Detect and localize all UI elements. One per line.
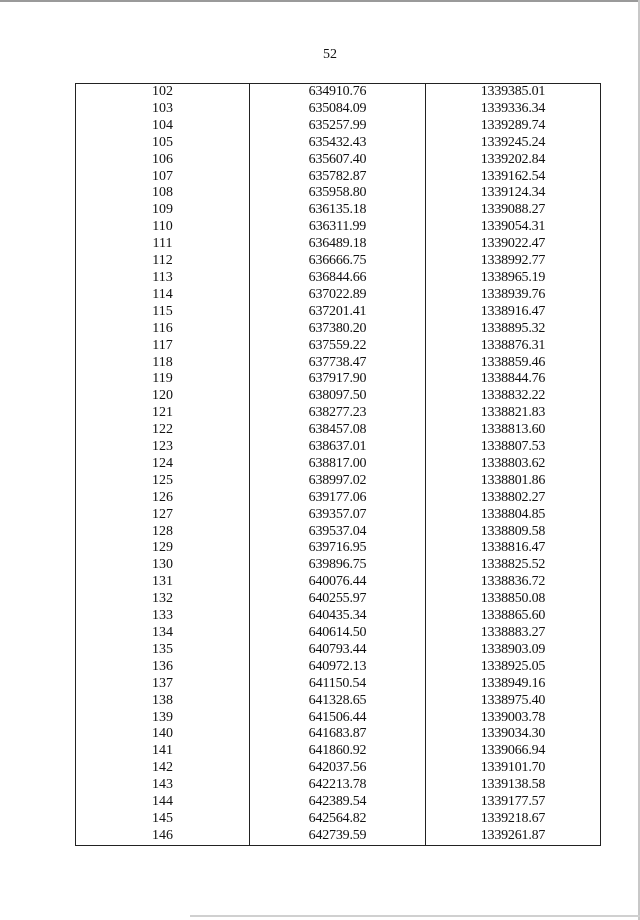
table-row xyxy=(76,473,601,490)
point-number-cell: 138 xyxy=(76,693,250,710)
point-number-cell: 121 xyxy=(76,405,250,422)
point-number-cell: 115 xyxy=(76,304,250,321)
table-row xyxy=(76,287,601,304)
scan-edge-bottom xyxy=(190,915,640,917)
point-number-cell: 110 xyxy=(76,219,250,236)
y-coordinate-cell: 1339218.67 xyxy=(426,811,601,828)
x-coordinate-cell: 637917.90 xyxy=(250,371,426,388)
point-number-cell: 143 xyxy=(76,777,250,794)
y-coordinate-cell: 1338903.09 xyxy=(426,642,601,659)
table-row xyxy=(76,118,601,135)
point-number-cell: 105 xyxy=(76,135,250,152)
table-row xyxy=(76,591,601,608)
point-number-cell: 124 xyxy=(76,456,250,473)
x-coordinate-cell: 635607.40 xyxy=(250,152,426,169)
point-number-cell: 146 xyxy=(76,828,250,845)
y-coordinate-cell: 1338825.52 xyxy=(426,557,601,574)
point-number-cell: 113 xyxy=(76,270,250,287)
x-coordinate-cell: 639537.04 xyxy=(250,524,426,541)
point-number-cell: 140 xyxy=(76,726,250,743)
x-coordinate-cell: 635084.09 xyxy=(250,101,426,118)
table-row xyxy=(76,84,601,101)
x-coordinate-cell: 635257.99 xyxy=(250,118,426,135)
table-row xyxy=(76,726,601,743)
table-row xyxy=(76,236,601,253)
y-coordinate-cell: 1339022.47 xyxy=(426,236,601,253)
point-number-cell: 104 xyxy=(76,118,250,135)
table-row xyxy=(76,693,601,710)
y-coordinate-cell: 1338804.85 xyxy=(426,507,601,524)
table-row xyxy=(76,608,601,625)
x-coordinate-cell: 638277.23 xyxy=(250,405,426,422)
y-coordinate-cell: 1338883.27 xyxy=(426,625,601,642)
table-row xyxy=(76,101,601,118)
x-coordinate-cell: 642389.54 xyxy=(250,794,426,811)
y-coordinate-cell: 1339101.70 xyxy=(426,760,601,777)
x-coordinate-cell: 638637.01 xyxy=(250,439,426,456)
point-number-cell: 125 xyxy=(76,473,250,490)
x-coordinate-cell: 639896.75 xyxy=(250,557,426,574)
point-number-cell: 103 xyxy=(76,101,250,118)
x-coordinate-cell: 638097.50 xyxy=(250,388,426,405)
point-number-cell: 120 xyxy=(76,388,250,405)
x-coordinate-cell: 637022.89 xyxy=(250,287,426,304)
page-number: 52 xyxy=(323,47,337,62)
table-row xyxy=(76,185,601,202)
y-coordinate-cell: 1338813.60 xyxy=(426,422,601,439)
table-row xyxy=(76,169,601,186)
table-row xyxy=(76,507,601,524)
y-coordinate-cell: 1339124.34 xyxy=(426,185,601,202)
x-coordinate-cell: 636489.18 xyxy=(250,236,426,253)
point-number-cell: 102 xyxy=(76,84,250,101)
x-coordinate-cell: 634910.76 xyxy=(250,84,426,101)
point-number-cell: 131 xyxy=(76,574,250,591)
y-coordinate-cell: 1338895.32 xyxy=(426,321,601,338)
y-coordinate-cell: 1339261.87 xyxy=(426,828,601,845)
y-coordinate-cell: 1339385.01 xyxy=(426,84,601,101)
point-number-cell: 126 xyxy=(76,490,250,507)
y-coordinate-cell: 1338925.05 xyxy=(426,659,601,676)
y-coordinate-cell: 1339003.78 xyxy=(426,710,601,727)
table-row xyxy=(76,405,601,422)
y-coordinate-cell: 1339088.27 xyxy=(426,202,601,219)
x-coordinate-cell: 639177.06 xyxy=(250,490,426,507)
y-coordinate-cell: 1338807.53 xyxy=(426,439,601,456)
y-coordinate-cell: 1339177.57 xyxy=(426,794,601,811)
y-coordinate-cell: 1338865.60 xyxy=(426,608,601,625)
x-coordinate-cell: 641150.54 xyxy=(250,676,426,693)
point-number-cell: 118 xyxy=(76,355,250,372)
y-coordinate-cell: 1338859.46 xyxy=(426,355,601,372)
y-coordinate-cell: 1339054.31 xyxy=(426,219,601,236)
y-coordinate-cell: 1338876.31 xyxy=(426,338,601,355)
y-coordinate-cell: 1339066.94 xyxy=(426,743,601,760)
x-coordinate-cell: 642037.56 xyxy=(250,760,426,777)
x-coordinate-cell: 639357.07 xyxy=(250,507,426,524)
table-row xyxy=(76,676,601,693)
table-row xyxy=(76,710,601,727)
point-number-cell: 108 xyxy=(76,185,250,202)
table-row xyxy=(76,794,601,811)
scan-edge-top xyxy=(0,0,640,2)
table-row xyxy=(76,777,601,794)
y-coordinate-cell: 1339289.74 xyxy=(426,118,601,135)
x-coordinate-cell: 636135.18 xyxy=(250,202,426,219)
x-coordinate-cell: 640972.13 xyxy=(250,659,426,676)
y-coordinate-cell: 1338821.83 xyxy=(426,405,601,422)
x-coordinate-cell: 637201.41 xyxy=(250,304,426,321)
point-number-cell: 123 xyxy=(76,439,250,456)
y-coordinate-cell: 1338916.47 xyxy=(426,304,601,321)
table-row xyxy=(76,253,601,270)
x-coordinate-cell: 637559.22 xyxy=(250,338,426,355)
y-coordinate-cell: 1339202.84 xyxy=(426,152,601,169)
y-coordinate-cell: 1338836.72 xyxy=(426,574,601,591)
y-coordinate-cell: 1338802.27 xyxy=(426,490,601,507)
point-number-cell: 117 xyxy=(76,338,250,355)
y-coordinate-cell: 1339138.58 xyxy=(426,777,601,794)
x-coordinate-cell: 640076.44 xyxy=(250,574,426,591)
point-number-cell: 107 xyxy=(76,169,250,186)
point-number-cell: 128 xyxy=(76,524,250,541)
table-row xyxy=(76,202,601,219)
table-row xyxy=(76,304,601,321)
x-coordinate-cell: 638457.08 xyxy=(250,422,426,439)
table-row xyxy=(76,270,601,287)
x-coordinate-cell: 638817.00 xyxy=(250,456,426,473)
y-coordinate-cell: 1338975.40 xyxy=(426,693,601,710)
point-number-cell: 130 xyxy=(76,557,250,574)
table-row xyxy=(76,439,601,456)
x-coordinate-cell: 642213.78 xyxy=(250,777,426,794)
point-number-cell: 136 xyxy=(76,659,250,676)
x-coordinate-cell: 640255.97 xyxy=(250,591,426,608)
y-coordinate-cell: 1338850.08 xyxy=(426,591,601,608)
table-row xyxy=(76,524,601,541)
table-row xyxy=(76,659,601,676)
point-number-cell: 114 xyxy=(76,287,250,304)
point-number-cell: 129 xyxy=(76,540,250,557)
table-row xyxy=(76,574,601,591)
table-row xyxy=(76,321,601,338)
point-number-cell: 137 xyxy=(76,676,250,693)
table-row xyxy=(76,456,601,473)
y-coordinate-cell: 1338801.86 xyxy=(426,473,601,490)
table-row xyxy=(76,422,601,439)
table-row xyxy=(76,625,601,642)
point-number-cell: 111 xyxy=(76,236,250,253)
x-coordinate-cell: 641683.87 xyxy=(250,726,426,743)
x-coordinate-cell: 642564.82 xyxy=(250,811,426,828)
table-row xyxy=(76,355,601,372)
table-row xyxy=(76,219,601,236)
point-number-cell: 139 xyxy=(76,710,250,727)
x-coordinate-cell: 636666.75 xyxy=(250,253,426,270)
point-number-cell: 134 xyxy=(76,625,250,642)
table-row xyxy=(76,371,601,388)
y-coordinate-cell: 1338949.16 xyxy=(426,676,601,693)
point-number-cell: 145 xyxy=(76,811,250,828)
point-number-cell: 116 xyxy=(76,321,250,338)
table-row xyxy=(76,743,601,760)
y-coordinate-cell: 1338803.62 xyxy=(426,456,601,473)
table-row xyxy=(76,490,601,507)
coordinates-table-body xyxy=(76,84,601,846)
x-coordinate-cell: 638997.02 xyxy=(250,473,426,490)
y-coordinate-cell: 1338844.76 xyxy=(426,371,601,388)
x-coordinate-cell: 636311.99 xyxy=(250,219,426,236)
y-coordinate-cell: 1338965.19 xyxy=(426,270,601,287)
table-row xyxy=(76,338,601,355)
x-coordinate-cell: 636844.66 xyxy=(250,270,426,287)
table-row xyxy=(76,642,601,659)
x-coordinate-cell: 637380.20 xyxy=(250,321,426,338)
x-coordinate-cell: 635432.43 xyxy=(250,135,426,152)
table-row xyxy=(76,557,601,574)
table-row xyxy=(76,388,601,405)
table-row xyxy=(76,135,601,152)
x-coordinate-cell: 642739.59 xyxy=(250,828,426,845)
point-number-cell: 133 xyxy=(76,608,250,625)
x-coordinate-cell: 635782.87 xyxy=(250,169,426,186)
point-number-cell: 127 xyxy=(76,507,250,524)
table-row xyxy=(76,811,601,828)
x-coordinate-cell: 637738.47 xyxy=(250,355,426,372)
point-number-cell: 112 xyxy=(76,253,250,270)
x-coordinate-cell: 641860.92 xyxy=(250,743,426,760)
x-coordinate-cell: 640793.44 xyxy=(250,642,426,659)
point-number-cell: 106 xyxy=(76,152,250,169)
x-coordinate-cell: 641328.65 xyxy=(250,693,426,710)
point-number-cell: 109 xyxy=(76,202,250,219)
point-number-cell: 122 xyxy=(76,422,250,439)
table-row xyxy=(76,540,601,557)
point-number-cell: 141 xyxy=(76,743,250,760)
coordinates-table xyxy=(75,83,601,846)
point-number-cell: 135 xyxy=(76,642,250,659)
point-number-cell: 144 xyxy=(76,794,250,811)
y-coordinate-cell: 1339162.54 xyxy=(426,169,601,186)
x-coordinate-cell: 635958.80 xyxy=(250,185,426,202)
y-coordinate-cell: 1339336.34 xyxy=(426,101,601,118)
x-coordinate-cell: 640435.34 xyxy=(250,608,426,625)
point-number-cell: 119 xyxy=(76,371,250,388)
y-coordinate-cell: 1339245.24 xyxy=(426,135,601,152)
y-coordinate-cell: 1338809.58 xyxy=(426,524,601,541)
point-number-cell: 132 xyxy=(76,591,250,608)
table-row xyxy=(76,152,601,169)
x-coordinate-cell: 640614.50 xyxy=(250,625,426,642)
table-row xyxy=(76,760,601,777)
y-coordinate-cell: 1338939.76 xyxy=(426,287,601,304)
y-coordinate-cell: 1338832.22 xyxy=(426,388,601,405)
point-number-cell: 142 xyxy=(76,760,250,777)
y-coordinate-cell: 1338816.47 xyxy=(426,540,601,557)
x-coordinate-cell: 641506.44 xyxy=(250,710,426,727)
y-coordinate-cell: 1339034.30 xyxy=(426,726,601,743)
x-coordinate-cell: 639716.95 xyxy=(250,540,426,557)
y-coordinate-cell: 1338992.77 xyxy=(426,253,601,270)
table-row xyxy=(76,828,601,845)
